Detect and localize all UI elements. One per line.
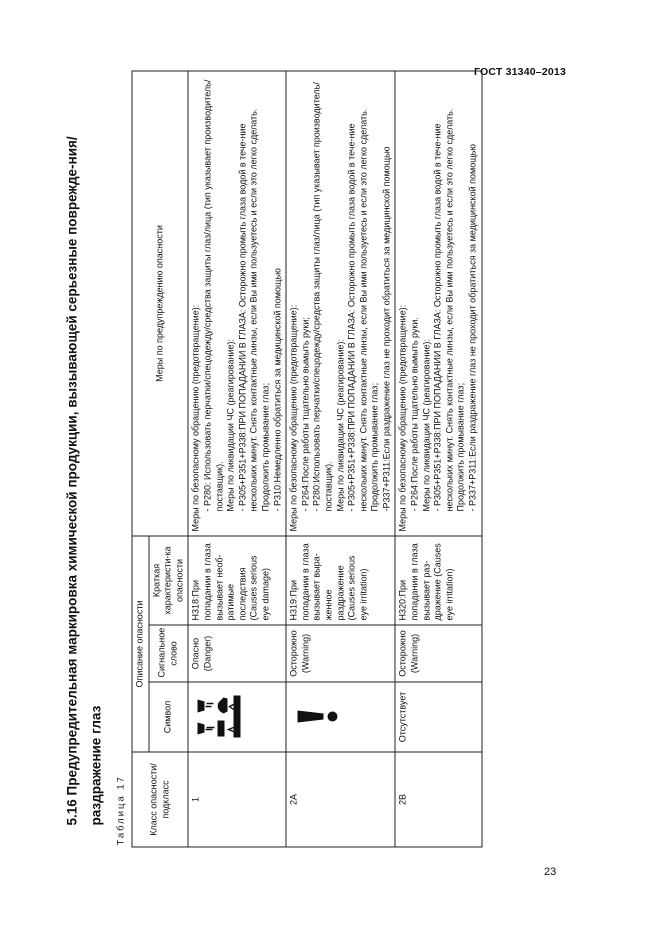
standard-header: ГОСТ 31340–2013: [473, 66, 566, 78]
hazard-statement-cell: H320:При попадании в глаза вызывает раз-дражение (Causes eye irritation): [395, 536, 481, 625]
precaution-cell: [286, 71, 395, 536]
symbol-cell: [188, 682, 286, 752]
symbol-cell: Отсутствует: [395, 682, 481, 752]
precaution-line: - P305+P351+P338:ПРИ ПОПАДАНИИ В ГЛАЗА: Осторожно промыть глаза водой в тече-ние нескольких минут. Снять контактные линзы, если Вы ими пользуетесь и если это легко сделать. Продолжить промывание глаз;: [237, 108, 271, 512]
class-cell: 2A: [286, 752, 395, 847]
table-row: [188, 71, 286, 847]
precaution-line: - P305+P351+P338:ПРИ ПОПАДАНИИ В ГЛАЗА: Осторожно промыть глаза водой в тече-ние нескольких минут. Снять контактные линзы, если Вы ими пользуетесь и если это легко сделать. Продолжить промывание глаз;: [432, 108, 466, 512]
corrosion-icon: [194, 694, 246, 740]
col-header-measures: Меры по предупреждению опасности: [132, 71, 188, 536]
precaution-line: - P337+P311:Если раздражение глаз не проходит обратиться за медицинской помощью: [467, 143, 478, 512]
table-row: [395, 71, 481, 847]
col-header-signal-word: Сигнальное слово: [149, 625, 189, 682]
precaution-line: Меры по ликвидации ЧС (реагирование):: [335, 339, 345, 512]
signal-word-cell: Осторожно (Warning): [286, 625, 395, 682]
precaution-cell: [395, 71, 481, 536]
rotated-content: [61, 68, 556, 848]
symbol-cell: [286, 682, 395, 752]
hazard-statement-cell: H318:При попадании в глаза вызывает необ-ратимые последствия (Causes serious eye damage): [188, 536, 286, 625]
hazard-table: [132, 71, 483, 848]
precaution-line: -P337+P311:Если раздражение глаз не проходит обратиться за медицинской помощью: [381, 146, 392, 512]
precaution-line: - P280: Использовать перчатки/спецодежду/средства защиты глаз/лица (тип указывает производитель/поставщик).: [202, 79, 225, 512]
precaution-line: Меры по безопасному обращению (предотвращение):: [397, 304, 408, 532]
precaution-line: Меры по безопасному обращению (предотвращение):: [190, 304, 201, 532]
signal-word-cell: Осторожно (Warning): [395, 625, 481, 682]
table-row: [286, 71, 395, 847]
precaution-line: Меры по безопасному обращению (предотвращение):: [288, 304, 299, 532]
col-header-description-group: Описание опасности: [132, 536, 149, 752]
table-caption: Таблица 17: [115, 775, 127, 846]
precaution-cell: [188, 71, 286, 536]
class-cell: 1: [188, 752, 286, 847]
precaution-line: - P305+P351+P338:ПРИ ПОПАДАНИИ В ГЛАЗА: Осторожно промыть глаза водой в тече-ние нескольких минут. Снять контактные линзы, если Вы ими пользуетесь и если это легко сделать. Продолжить промывание глаз;: [346, 108, 380, 512]
col-header-short-description: Краткая характеристи-ка опасности: [149, 536, 189, 625]
col-header-symbol: Символ: [149, 682, 189, 752]
hazard-statement-cell: H319:При попадании в глаза вызывает выра-женное раздражение (Causes serious eye irritation): [286, 536, 395, 625]
precaution-line: - P264:После работы тщательно вымыть руки.: [409, 317, 420, 512]
col-header-class: Класс опасности/ подкласс: [132, 752, 188, 847]
precaution-line: Меры по ликвидации ЧС (реагирование):: [421, 339, 432, 512]
precaution-line: - P310:Немедленно обратиться за медицинской помощью: [272, 268, 283, 512]
signal-word-cell: Опасно (Danger): [188, 625, 286, 682]
precaution-line: - P264:После работы тщательно вымыть руки;: [300, 317, 311, 512]
class-cell: 2B: [395, 752, 481, 847]
exclamation-icon: [296, 707, 340, 727]
precaution-line: - P280:Использовать перчатки/спецодежду/средства защиты глаз/лица (тип указывает производитель/поставщик).: [311, 82, 334, 512]
precaution-line: Меры по ликвидации ЧС (реагирование):: [225, 339, 236, 512]
page-number: 23: [544, 866, 557, 878]
section-title: 5.16 Предупредительная маркировка химической продукции, вызывающей серьезные поврежде-ния/раздражение глаз: [64, 136, 104, 826]
